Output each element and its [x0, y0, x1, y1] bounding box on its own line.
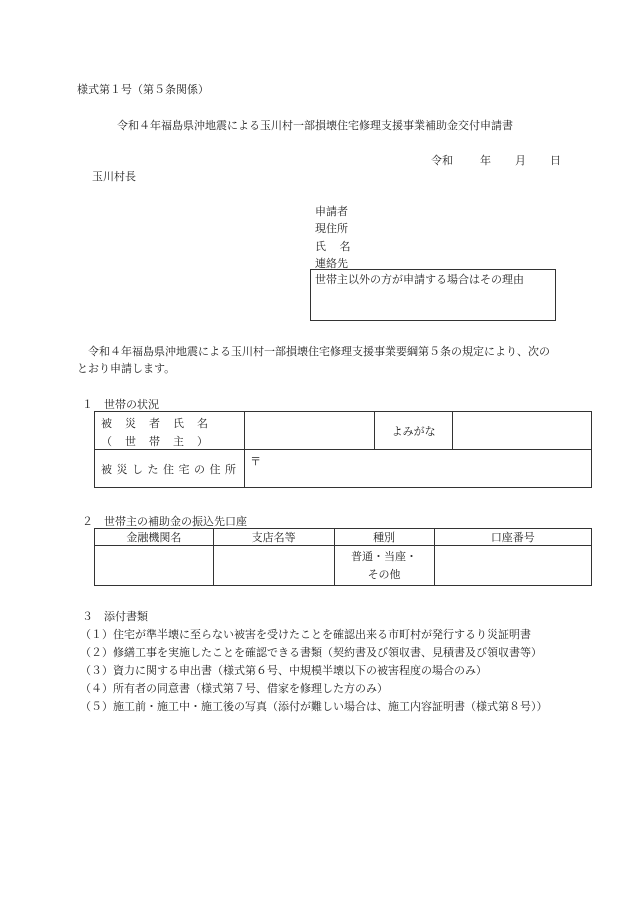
form-id: 様式第１号（第５条関係） — [77, 83, 209, 96]
branch-name-header: 支店名等 — [213, 529, 334, 546]
address-label: 現住所 — [315, 222, 348, 235]
household-head-label: （世帯主） — [101, 435, 221, 448]
attachment-item: （５）施工前・施工中・施工後の写真（添付が難しい場合は、施工内容証明書（様式第８号）） — [80, 700, 548, 713]
house-address-cell[interactable] — [245, 450, 592, 488]
name-label: 氏 名 — [315, 240, 351, 253]
body-text-line-2: とおり申請します。 — [77, 362, 176, 375]
attachment-item: （１）住宅が準半壊に至らない被害を受けたことを確認出来る市町村が発行するり災証明書 — [80, 628, 531, 641]
date-era: 令和 — [431, 154, 453, 167]
victim-name-header — [95, 412, 245, 450]
bank-name-cell[interactable] — [95, 546, 214, 586]
attachment-item: （２）修繕工事を実施したことを確認できる書類（契約書及び領収書、見積書及び領収書等） — [80, 646, 542, 659]
bank-account-table — [94, 528, 592, 586]
addressee: 玉川村長 — [92, 170, 136, 183]
contact-label: 連絡先 — [315, 257, 348, 270]
table-row — [95, 529, 592, 546]
table-row — [95, 412, 592, 450]
account-number-cell[interactable] — [434, 546, 591, 586]
attachment-item: （３）資力に関する申出書（様式第６号、中規模半壊以下の被害程度の場合のみ） — [80, 664, 487, 677]
date-year: 年 — [480, 154, 491, 167]
section3-heading: ３ 添付書類 — [82, 610, 148, 623]
body-text-line-1: 令和４年福島県沖地震による玉川村一部損壊住宅修理支援事業要綱第５条の規定により、次の — [88, 345, 550, 358]
house-address-label: 被災した住宅の住所 — [95, 450, 245, 488]
branch-name-cell[interactable] — [213, 546, 334, 586]
applicant-label: 申請者 — [315, 205, 348, 218]
household-table — [94, 411, 592, 488]
reason-label: 世帯主以外の方が申請する場合はその理由 — [315, 273, 524, 286]
postal-mark: 〒 — [250, 455, 262, 468]
victim-name-label: 被災者氏名 — [101, 417, 221, 430]
table-row — [95, 450, 592, 488]
table-row — [95, 546, 592, 586]
victim-name-cell[interactable] — [245, 412, 375, 450]
bank-name-header: 金融機関名 — [95, 529, 214, 546]
furigana-label: よみがな — [375, 412, 453, 450]
section2-heading: ２ 世帯主の補助金の振込先口座 — [82, 515, 247, 528]
date-day: 日 — [550, 154, 561, 167]
account-type-options-2: その他 — [367, 567, 401, 581]
reason-box[interactable] — [310, 269, 556, 321]
account-type-cell[interactable] — [334, 546, 434, 586]
account-type-header: 種別 — [334, 529, 434, 546]
section1-heading: １ 世帯の状況 — [82, 398, 159, 411]
account-number-header: 口座番号 — [434, 529, 591, 546]
account-type-options-1: 普通・当座・ — [351, 549, 418, 563]
date-month: 月 — [515, 154, 526, 167]
furigana-cell[interactable] — [452, 412, 591, 450]
attachment-item: （４）所有者の同意書（様式第７号、借家を修理した方のみ） — [80, 682, 388, 695]
document-title: 令和４年福島県沖地震による玉川村一部損壊住宅修理支援事業補助金交付申請書 — [117, 119, 513, 132]
